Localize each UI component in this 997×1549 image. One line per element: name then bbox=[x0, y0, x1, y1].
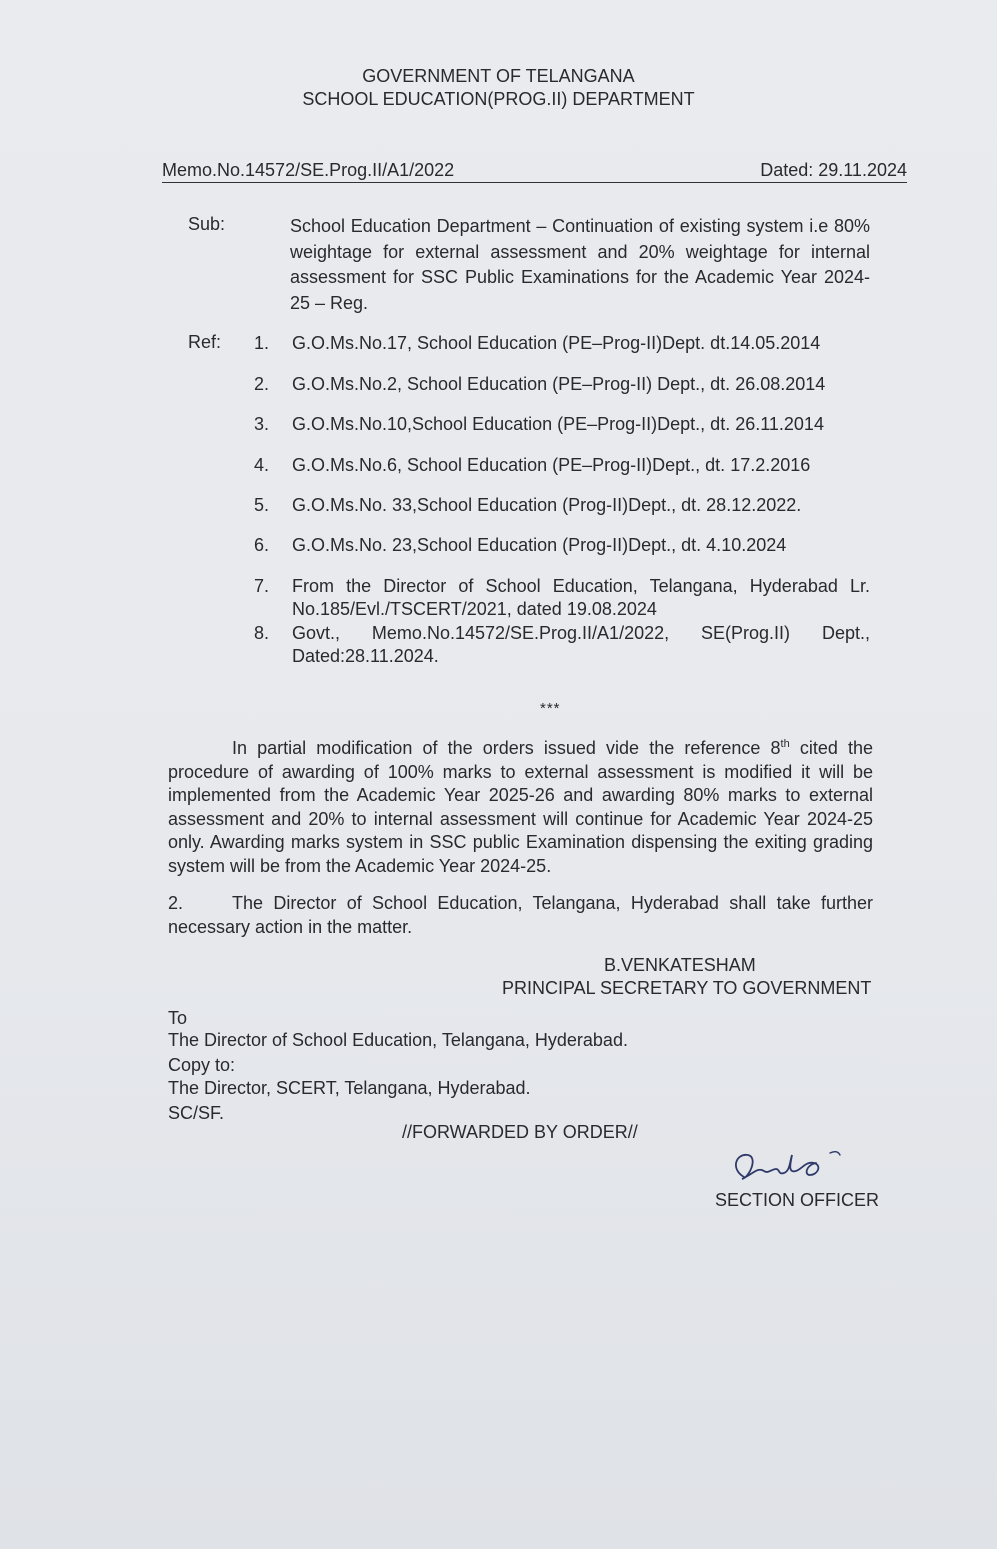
paragraph-2-text: The Director of School Education, Telangana, Hyderabad shall take further necessary action in the matter. bbox=[168, 893, 873, 937]
ordinal-suffix: th bbox=[780, 738, 790, 750]
reference-text: G.O.Ms.No.10,School Education (PE–Prog-II)Dept., dt. 26.11.2014 bbox=[292, 414, 824, 434]
to-label: To bbox=[168, 1008, 188, 1028]
reference-number: 5. bbox=[254, 495, 270, 515]
reference-text: G.O.Ms.No. 33,School Education (Prog-II)Dept., dt. 28.12.2022. bbox=[292, 495, 802, 515]
subject-text: School Education Department – Continuation of existing system i.e 80% weightage for external assessment and 20% weightage for internal assessment for SSC Public Examinations for the Academic Year 2024-25 – Reg. bbox=[290, 216, 870, 313]
reference-text: G.O.Ms.No.2, School Education (PE–Prog-II) Dept., dt. 26.08.2014 bbox=[292, 374, 826, 394]
reference-number: 3. bbox=[254, 414, 270, 434]
memo-date: Dated: 29.11.2024 bbox=[760, 160, 907, 180]
section-officer: SECTION OFFICER bbox=[715, 1190, 880, 1210]
reference-text: From the Director of School Education, Telangana, Hyderabad Lr. No.185/Evl./TSCERT/2021, dated 19.08.2024 bbox=[292, 576, 870, 619]
reference-number: 2. bbox=[254, 374, 270, 394]
signature-image bbox=[728, 1147, 878, 1187]
signatory-title: PRINCIPAL SECRETARY TO GOVERNMENT bbox=[502, 978, 872, 998]
copy-addressee: The Director, SCERT, Telangana, Hyderabad. bbox=[168, 1078, 531, 1098]
copy-label: Copy to: bbox=[168, 1055, 236, 1075]
memo-number: Memo.No.14572/SE.Prog.II/A1/2022 bbox=[162, 160, 455, 180]
to-addressee: The Director of School Education, Telangana, Hyderabad. bbox=[168, 1030, 628, 1050]
header-government: GOVERNMENT OF TELANGANA bbox=[362, 66, 635, 86]
reference-text: Govt., Memo.No.14572/SE.Prog.II/A1/2022, SE(Prog.II) Dept., Dated:28.11.2024. bbox=[292, 623, 870, 666]
signatory-name: B.VENKATESHAM bbox=[604, 955, 756, 975]
paragraph-2 bbox=[168, 892, 873, 939]
reference-number: 7. bbox=[254, 576, 270, 596]
paragraph-1 bbox=[168, 737, 873, 878]
paragraph-2-number: 2. bbox=[168, 893, 184, 913]
separator-stars: *** bbox=[540, 700, 561, 717]
forwarded-by-order: //FORWARDED BY ORDER// bbox=[402, 1122, 638, 1142]
header-department: SCHOOL EDUCATION(PROG.II) DEPARTMENT bbox=[302, 89, 695, 109]
subject-label: Sub: bbox=[188, 214, 226, 234]
reference-number: 6. bbox=[254, 535, 270, 555]
reference-number: 4. bbox=[254, 455, 270, 475]
reference-text: G.O.Ms.No.6, School Education (PE–Prog-II)Dept., dt. 17.2.2016 bbox=[292, 455, 811, 475]
reference-text: G.O.Ms.No. 23,School Education (Prog-II)Dept., dt. 4.10.2024 bbox=[292, 535, 787, 555]
paragraph-1-rest: cited the procedure of awarding of 100% marks to external assessment is modified it will be implemented from the Academic Year 2025-26 and awarding 80% marks to external assessment and 20% to internal assessment will continue for Academic Year 2024-25 only. Awarding marks system in SSC public Examination dispensing the exiting grading system will be from the Academic Year 2024-25. bbox=[168, 738, 873, 876]
reference-number: 1. bbox=[254, 333, 270, 353]
reference-label: Ref: bbox=[188, 332, 222, 352]
reference-text: G.O.Ms.No.17, School Education (PE–Prog-II)Dept. dt.14.05.2014 bbox=[292, 333, 821, 353]
paragraph-1-start: In partial modification of the orders issued vide the reference 8 bbox=[232, 738, 781, 758]
reference-number: 8. bbox=[254, 623, 270, 643]
memo-line bbox=[162, 160, 907, 183]
sc-sf: SC/SF. bbox=[168, 1103, 225, 1123]
